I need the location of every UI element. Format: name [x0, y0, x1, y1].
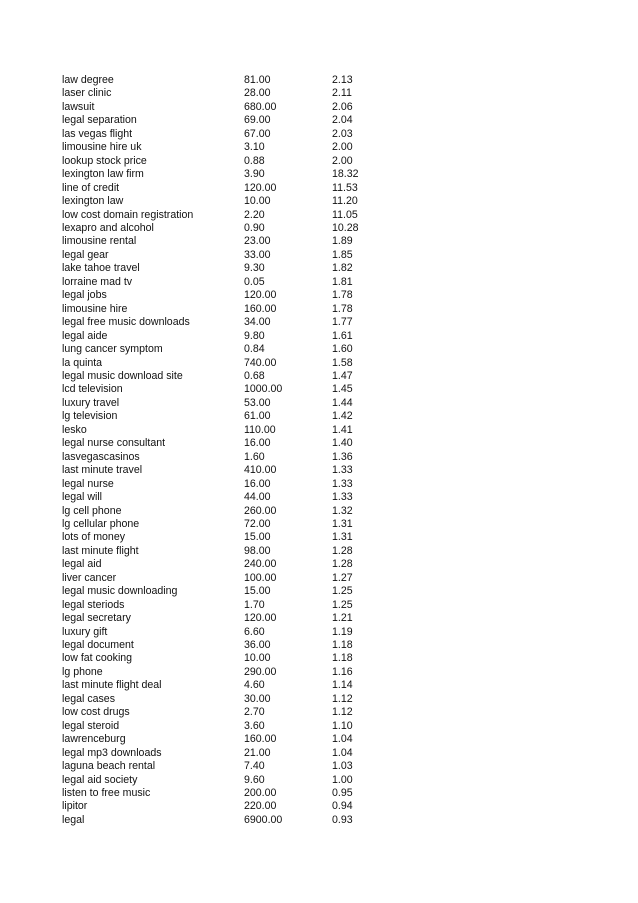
table-row [62, 370, 412, 383]
keyword-cell: lg cellular phone [62, 517, 140, 530]
keyword-cell: legal gear [62, 248, 109, 261]
score-cell: 1.19 [332, 625, 353, 638]
score-cell: 1.82 [332, 262, 353, 275]
score-cell: 1.18 [332, 652, 353, 665]
keyword-cell: lg phone [62, 665, 103, 678]
table-row [62, 155, 412, 168]
score-cell: 1.04 [332, 746, 353, 759]
table-row [62, 558, 412, 571]
value-cell: 740.00 [244, 356, 277, 369]
value-cell: 220.00 [244, 800, 277, 813]
score-cell: 1.47 [332, 369, 353, 382]
keyword-cell: legal aid society [62, 773, 138, 786]
keyword-cell: lorraine mad tv [62, 275, 133, 288]
score-cell: 10.28 [332, 221, 359, 234]
score-cell: 2.06 [332, 100, 353, 113]
value-cell: 680.00 [244, 100, 277, 113]
value-cell: 260.00 [244, 504, 277, 517]
keyword-cell: lexington law [62, 195, 124, 208]
score-cell: 1.14 [332, 679, 353, 692]
value-cell: 34.00 [244, 316, 271, 329]
value-cell: 0.84 [244, 343, 265, 356]
keyword-cell: last minute flight [62, 544, 139, 557]
score-cell: 2.13 [332, 74, 353, 86]
score-cell: 1.00 [332, 773, 353, 786]
keyword-cell: legal aide [62, 329, 108, 342]
score-cell: 11.20 [332, 195, 358, 208]
value-cell: 67.00 [244, 127, 271, 140]
table-row [62, 437, 412, 450]
value-cell: 23.00 [244, 235, 271, 248]
table-row [62, 249, 412, 262]
keyword-cell: listen to free music [62, 787, 151, 800]
score-cell: 1.85 [332, 248, 353, 261]
keyword-cell: legal aid [62, 558, 102, 571]
table-row [62, 747, 412, 760]
value-cell: 6900.00 [244, 813, 283, 826]
keyword-cell: lake tahoe travel [62, 262, 140, 275]
table-row [62, 343, 412, 356]
table-row [62, 209, 412, 222]
keyword-cell: lung cancer symptom [62, 343, 163, 356]
table-row [62, 397, 412, 410]
keyword-cell: limousine hire [62, 302, 128, 315]
value-cell: 9.30 [244, 262, 265, 275]
score-cell: 1.28 [332, 558, 353, 571]
value-cell: 1000.00 [244, 383, 283, 396]
value-cell: 33.00 [244, 248, 271, 261]
value-cell: 160.00 [244, 302, 277, 315]
value-cell: 160.00 [244, 733, 277, 746]
table-row [62, 626, 412, 639]
table-row [62, 666, 412, 679]
keyword-cell: last minute flight deal [62, 679, 162, 692]
value-cell: 200.00 [244, 787, 277, 800]
score-cell: 1.12 [332, 692, 353, 705]
table-row [62, 114, 412, 127]
value-cell: 0.05 [244, 275, 265, 288]
table-row [62, 410, 412, 423]
keyword-cell: legal steriods [62, 598, 125, 611]
value-cell: 28.00 [244, 87, 271, 100]
table-row [62, 74, 412, 87]
value-cell: 4.60 [244, 679, 265, 692]
score-cell: 2.00 [332, 154, 353, 167]
value-cell: 36.00 [244, 639, 271, 652]
table-row [62, 168, 412, 181]
table-row [62, 518, 412, 531]
score-cell: 11.53 [332, 181, 358, 194]
keyword-cell: lesko [62, 423, 87, 436]
score-cell: 1.10 [332, 719, 353, 732]
value-cell: 61.00 [244, 410, 271, 423]
keyword-cell: legal nurse [62, 477, 114, 490]
table-row [62, 612, 412, 625]
keyword-cell: low fat cooking [62, 652, 133, 665]
score-cell: 1.18 [332, 639, 353, 652]
value-cell: 240.00 [244, 558, 277, 571]
value-cell: 120.00 [244, 289, 277, 302]
table-row [62, 545, 412, 558]
table-row [62, 330, 412, 343]
score-cell: 1.58 [332, 356, 353, 369]
score-cell: 1.42 [332, 410, 353, 423]
score-cell: 1.78 [332, 289, 353, 302]
keyword-cell: lg cell phone [62, 504, 122, 517]
value-cell: 7.40 [244, 760, 265, 773]
score-cell: 1.31 [332, 517, 353, 530]
keyword-cell: low cost drugs [62, 706, 130, 719]
keyword-cell: lcd television [62, 383, 123, 396]
score-cell: 1.40 [332, 437, 353, 450]
value-cell: 110.00 [244, 423, 276, 436]
keyword-cell: lipitor [62, 800, 88, 813]
keyword-cell: legal nurse consultant [62, 437, 166, 450]
keyword-cell: low cost domain registration [62, 208, 194, 221]
table-row [62, 585, 412, 598]
value-cell: 410.00 [244, 464, 277, 477]
keyword-cell: legal free music downloads [62, 316, 190, 329]
value-cell: 120.00 [244, 181, 277, 194]
table-row [62, 774, 412, 787]
table-row [62, 128, 412, 141]
score-cell: 1.77 [332, 316, 353, 329]
score-cell: 1.89 [332, 235, 353, 248]
table-row [62, 464, 412, 477]
score-cell: 1.41 [332, 423, 353, 436]
value-cell: 72.00 [244, 517, 271, 530]
table-row [62, 720, 412, 733]
value-cell: 0.68 [244, 369, 265, 382]
keyword-cell: laguna beach rental [62, 760, 156, 773]
keyword-cell: liver cancer [62, 571, 117, 584]
keyword-cell: legal cases [62, 692, 115, 705]
table-row [62, 182, 412, 195]
keyword-cell: limousine rental [62, 235, 137, 248]
keyword-cell: legal secretary [62, 612, 131, 625]
keyword-cell: luxury travel [62, 396, 120, 409]
score-cell: 1.60 [332, 343, 353, 356]
value-cell: 21.00 [244, 746, 271, 759]
keyword-cell: laser clinic [62, 87, 112, 100]
score-cell: 1.32 [332, 504, 353, 517]
table-row [62, 316, 412, 329]
table-row [62, 814, 412, 827]
value-cell: 16.00 [244, 437, 271, 450]
keyword-cell: la quinta [62, 356, 103, 369]
keyword-table [62, 74, 412, 827]
table-row [62, 222, 412, 235]
score-cell: 1.04 [332, 733, 353, 746]
value-cell: 1.70 [244, 598, 265, 611]
table-row [62, 760, 412, 773]
score-cell: 1.31 [332, 531, 353, 544]
score-cell: 1.61 [332, 329, 353, 342]
table-row [62, 235, 412, 248]
value-cell: 290.00 [244, 665, 277, 678]
table-row [62, 693, 412, 706]
score-cell: 1.25 [332, 598, 353, 611]
table-row [62, 733, 412, 746]
score-cell: 1.33 [332, 477, 353, 490]
table-row [62, 101, 412, 114]
table-row [62, 383, 412, 396]
value-cell: 0.88 [244, 154, 265, 167]
keyword-cell: lexington law firm [62, 168, 144, 181]
table-row [62, 289, 412, 302]
score-cell: 1.16 [332, 665, 353, 678]
keyword-cell: line of credit [62, 181, 120, 194]
table-row [62, 424, 412, 437]
keyword-cell: legal document [62, 639, 134, 652]
value-cell: 9.80 [244, 329, 265, 342]
keyword-cell: lg television [62, 410, 118, 423]
keyword-cell: legal [62, 813, 85, 826]
table-row [62, 706, 412, 719]
value-cell: 100.00 [244, 571, 277, 584]
keyword-cell: legal separation [62, 114, 137, 127]
score-cell: 1.21 [332, 612, 353, 625]
value-cell: 81.00 [244, 74, 271, 86]
table-row [62, 599, 412, 612]
keyword-cell: law degree [62, 74, 114, 86]
value-cell: 9.60 [244, 773, 265, 786]
table-row [62, 195, 412, 208]
table-row [62, 451, 412, 464]
score-cell: 1.03 [332, 760, 353, 773]
value-cell: 53.00 [244, 396, 271, 409]
table-row [62, 572, 412, 585]
keyword-cell: lookup stock price [62, 154, 147, 167]
score-cell: 1.25 [332, 585, 353, 598]
keyword-cell: legal will [62, 491, 103, 504]
score-cell: 1.33 [332, 464, 353, 477]
table-row [62, 639, 412, 652]
value-cell: 69.00 [244, 114, 271, 127]
score-cell: 1.45 [332, 383, 353, 396]
score-cell: 1.36 [332, 450, 353, 463]
score-cell: 0.94 [332, 800, 353, 813]
score-cell: 1.44 [332, 396, 353, 409]
table-row [62, 357, 412, 370]
value-cell: 120.00 [244, 612, 277, 625]
keyword-cell: lawsuit [62, 100, 95, 113]
keyword-cell: legal mp3 downloads [62, 746, 162, 759]
score-cell: 0.93 [332, 813, 353, 826]
score-cell: 2.03 [332, 127, 353, 140]
keyword-cell: legal music downloading [62, 585, 178, 598]
score-cell: 1.81 [332, 275, 353, 288]
score-cell: 1.33 [332, 491, 353, 504]
score-cell: 2.11 [332, 87, 352, 100]
keyword-cell: lawrenceburg [62, 733, 126, 746]
keyword-cell: luxury gift [62, 625, 108, 638]
keyword-cell: legal jobs [62, 289, 107, 302]
keyword-cell: legal steroid [62, 719, 120, 732]
keyword-cell: las vegas flight [62, 127, 133, 140]
value-cell: 10.00 [244, 195, 271, 208]
table-row [62, 491, 412, 504]
score-cell: 2.04 [332, 114, 353, 127]
keyword-cell: legal music download site [62, 369, 183, 382]
keyword-cell: lexapro and alcohol [62, 221, 154, 234]
value-cell: 0.90 [244, 221, 265, 234]
table-row [62, 652, 412, 665]
value-cell: 3.90 [244, 168, 265, 181]
table-row [62, 478, 412, 491]
table-row [62, 262, 412, 275]
value-cell: 2.70 [244, 706, 265, 719]
keyword-cell: last minute travel [62, 464, 143, 477]
value-cell: 10.00 [244, 652, 271, 665]
score-cell: 11.05 [332, 208, 358, 221]
value-cell: 3.10 [244, 141, 265, 154]
table-row [62, 505, 412, 518]
value-cell: 3.60 [244, 719, 265, 732]
table-row [62, 800, 412, 813]
score-cell: 1.28 [332, 544, 353, 557]
score-cell: 1.27 [332, 571, 353, 584]
value-cell: 15.00 [244, 585, 271, 598]
table-row [62, 531, 412, 544]
score-cell: 18.32 [332, 168, 359, 181]
value-cell: 44.00 [244, 491, 271, 504]
score-cell: 2.00 [332, 141, 353, 154]
score-cell: 1.78 [332, 302, 353, 315]
score-cell: 0.95 [332, 787, 353, 800]
keyword-table-body [62, 74, 412, 827]
value-cell: 15.00 [244, 531, 271, 544]
table-row [62, 787, 412, 800]
value-cell: 16.00 [244, 477, 271, 490]
value-cell: 30.00 [244, 692, 271, 705]
table-row [62, 303, 412, 316]
table-row [62, 276, 412, 289]
value-cell: 98.00 [244, 544, 271, 557]
keyword-cell: lasvegascasinos [62, 450, 140, 463]
table-row [62, 87, 412, 100]
table-row [62, 679, 412, 692]
keyword-cell: lots of money [62, 531, 126, 544]
keyword-cell: limousine hire uk [62, 141, 142, 154]
value-cell: 1.60 [244, 450, 265, 463]
value-cell: 2.20 [244, 208, 265, 221]
score-cell: 1.12 [332, 706, 353, 719]
value-cell: 6.60 [244, 625, 265, 638]
table-row [62, 141, 412, 154]
